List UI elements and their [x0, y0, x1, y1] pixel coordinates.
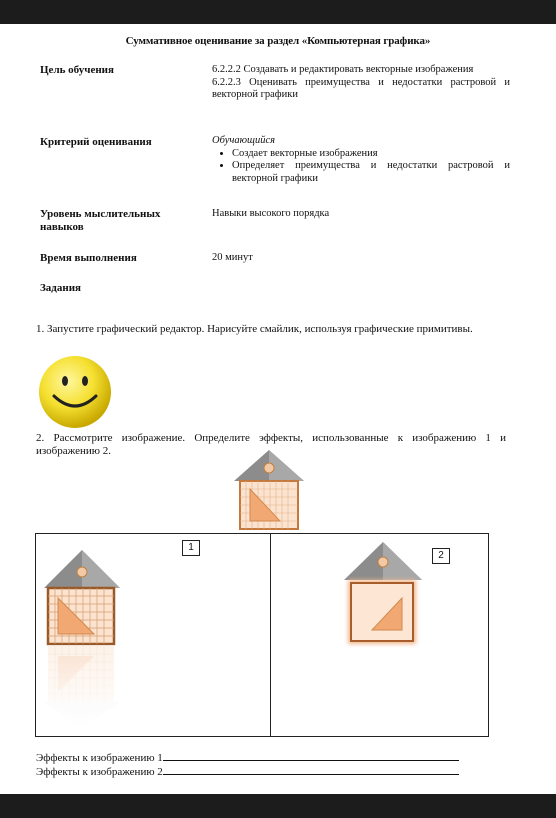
house-icon [232, 449, 306, 531]
task-2-text: 2. Рассмотрите изображение. Определите эффекты, использованные к изображению 1 и изображению 2. [36, 432, 506, 457]
image-1-number: 1 [182, 540, 200, 556]
criteria-item: • Создает векторные изображения [232, 148, 510, 161]
effects-1-label: Эффекты к изображению 1 [36, 752, 163, 764]
house-icon [342, 540, 424, 650]
goal-item: 6.2.2.2 Создавать и редактировать векторные изображения [212, 64, 474, 75]
image-2-number: 2 [432, 548, 450, 564]
smiley-icon [37, 354, 113, 430]
effects-2-field[interactable] [36, 765, 459, 779]
time-label: Время выполнения [40, 252, 137, 264]
goal-values [212, 64, 510, 102]
level-label: Уровень мыслительных навыков [40, 208, 161, 233]
effects-2-line[interactable] [163, 765, 459, 775]
criteria-label: Критерий оценивания [40, 136, 152, 148]
figure-box [35, 533, 489, 737]
goal-item: 6.2.2.3 Оценивать преимущества и недостатки растровой и векторной графики [212, 76, 510, 100]
effects-2-label: Эффекты к изображению 2 [36, 766, 163, 778]
goal-label: Цель обучения [40, 64, 114, 76]
criteria-item: • Определяет преимущества и недостатки растровой и векторной графики [232, 160, 510, 185]
document-title: Суммативное оценивание за раздел «Компьютерная графика» [125, 35, 431, 47]
document-page [0, 24, 556, 794]
tasks-label: Задания [40, 282, 81, 294]
effects-1-line[interactable] [163, 751, 459, 761]
criteria-list [212, 148, 510, 186]
effects-1-field[interactable] [36, 751, 459, 765]
level-value: Навыки высокого порядка [212, 208, 330, 219]
task-1-text: 1. Запустите графический редактор. Нарисуйте смайлик, используя графические примитивы. [36, 323, 473, 335]
house-icon [42, 548, 122, 728]
time-value: 20 минут [212, 252, 253, 263]
criteria-intro: Обучающийся [212, 135, 276, 146]
figure-divider [270, 534, 271, 736]
criteria-values [212, 135, 510, 185]
